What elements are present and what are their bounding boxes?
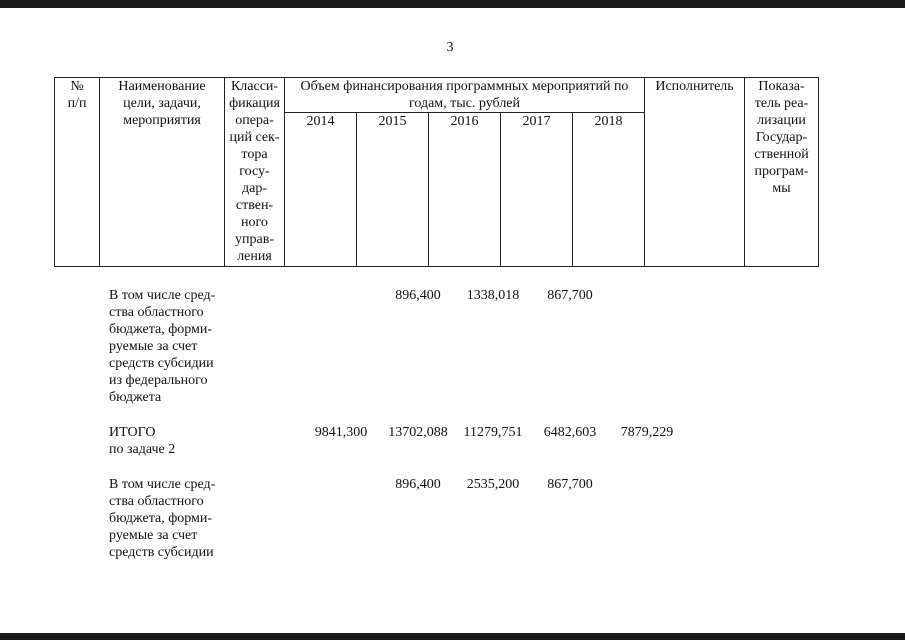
- header-classification: Класси- фикация опера- ций сек- тора госу- дар- ствен- ного управ- ления: [225, 78, 285, 267]
- header-year-2014: 2014: [285, 113, 357, 267]
- header-num: № п/п: [55, 78, 100, 267]
- row-value-2016: 2535,200: [466, 477, 520, 492]
- header-indicator: Показа- тель реа- лизации Государ- ственной програм- мы: [745, 78, 819, 267]
- header-executor: Исполнитель: [645, 78, 745, 267]
- row-value-2018: 7879,229: [620, 425, 674, 440]
- row-name: В том числе сред- ства областного бюджета, форми- руемые за счет средств субсидии из федерального бюджета: [109, 288, 216, 405]
- header-year-2017: 2017: [501, 113, 573, 267]
- row-value-2015: 13702,088: [388, 425, 448, 440]
- header-year-2015: 2015: [357, 113, 429, 267]
- scan-bottom-edge: [0, 633, 905, 640]
- row-value-2016: 11279,751: [463, 425, 523, 440]
- row-value-2017: 867,700: [547, 477, 593, 492]
- row-value-2014: 9841,300: [314, 425, 368, 440]
- page-number: 3: [446, 40, 454, 55]
- header-year-2018: 2018: [573, 113, 645, 267]
- row-value-2016: 1338,018: [466, 288, 520, 303]
- row-name: ИТОГО по задаче 2: [109, 425, 176, 457]
- row-value-2015: 896,400: [395, 477, 441, 492]
- header-year-2016: 2016: [429, 113, 501, 267]
- header-name: Наименование цели, задачи, мероприятия: [100, 78, 225, 267]
- row-value-2017: 6482,603: [543, 425, 597, 440]
- row-value-2017: 867,700: [547, 288, 593, 303]
- row-value-2015: 896,400: [395, 288, 441, 303]
- header-funding: Объем финансирования программных мероприятий по годам, тыс. рублей: [285, 78, 645, 113]
- row-name: В том числе сред- ства областного бюджета, форми- руемые за счет средств субсидии: [109, 477, 216, 560]
